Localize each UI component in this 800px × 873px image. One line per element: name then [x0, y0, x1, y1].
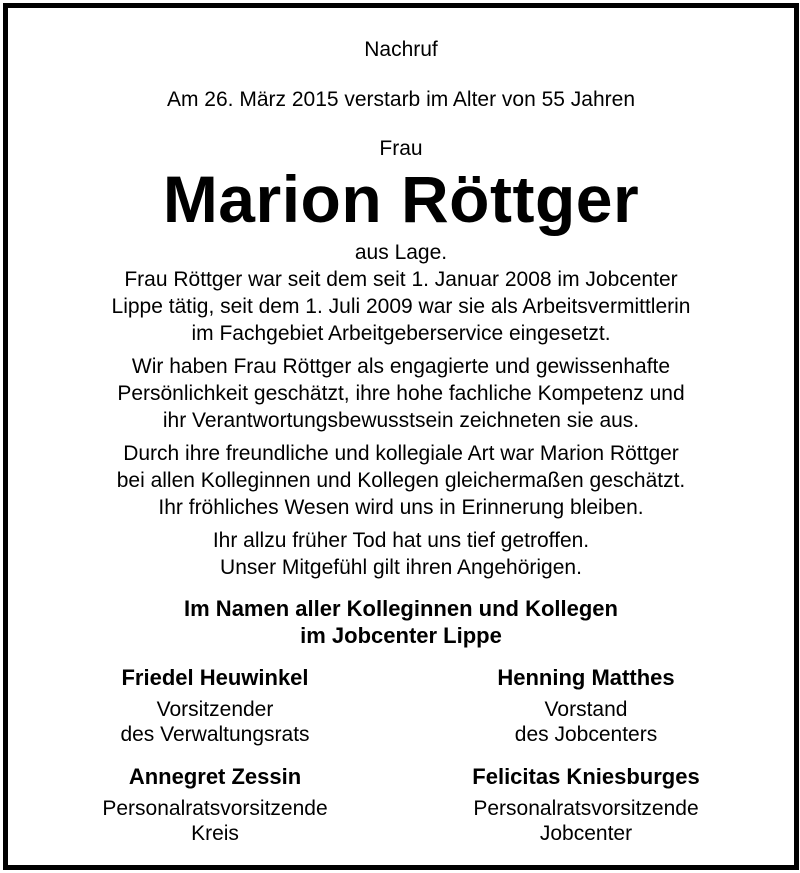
paragraph-line: bei allen Kolleginnen und Kollegen gleichermaßen geschätzt. [116, 469, 686, 492]
obituary-frame [3, 3, 799, 870]
signatory-role: Vorsitzender [156, 698, 274, 721]
signatory [70, 665, 360, 747]
death-notice: Am 26. März 2015 verstarb im Alter von 55 Jahren [166, 88, 636, 111]
signatory [436, 764, 736, 846]
paragraph-line: Ihr allzu früher Tod hat uns tief getroffen. [212, 529, 590, 552]
signatory-role: des Verwaltungsrats [120, 723, 310, 746]
paragraph-line: ihr Verantwortungsbewusstsein zeichneten sie aus. [162, 409, 640, 432]
deceased-name: Marion Röttger [162, 162, 640, 236]
signatory-name: Felicitas Kniesburges [472, 764, 700, 789]
closing-line: Im Namen aller Kolleginnen und Kollegen [184, 596, 618, 621]
paragraph-line: Unser Mitgefühl gilt ihren Angehörigen. [220, 556, 582, 579]
paragraph-line: Lippe tätig, seit dem 1. Juli 2009 war sie als Arbeitsvermittlerin [111, 295, 691, 318]
salutation: Frau [379, 137, 423, 160]
paragraph-line: Persönlichkeit geschätzt, ihre hohe fachliche Kompetenz und [117, 382, 685, 405]
signatory-name: Annegret Zessin [128, 764, 302, 789]
signatory-role: Kreis [191, 822, 239, 845]
closing-line: im Jobcenter Lippe [300, 623, 502, 648]
signatory-role: Vorstand [544, 698, 628, 721]
signatory-name: Henning Matthes [497, 665, 675, 690]
signatory-role: Jobcenter [539, 822, 633, 845]
paragraph-line: Durch ihre freundliche und kollegiale Art war Marion Röttger [123, 442, 679, 465]
signatory-role: Personalratsvorsitzende [102, 797, 328, 820]
signatory-role: Personalratsvorsitzende [473, 797, 699, 820]
signatory [436, 665, 736, 747]
paragraph-line: Wir haben Frau Röttger als engagierte und gewissenhafte [131, 355, 671, 378]
origin-line: aus Lage. [354, 241, 448, 264]
signatory-role: des Jobcenters [514, 723, 658, 746]
signatory-name: Friedel Heuwinkel [121, 665, 309, 690]
notice-heading: Nachruf [364, 38, 438, 61]
paragraph-line: Ihr fröhliches Wesen wird uns in Erinnerung bleiben. [158, 496, 644, 519]
signatory [70, 764, 360, 846]
paragraph-line: Frau Röttger war seit dem seit 1. Januar 2008 im Jobcenter [124, 268, 678, 291]
paragraph-line: im Fachgebiet Arbeitgeberservice eingesetzt. [191, 322, 611, 345]
